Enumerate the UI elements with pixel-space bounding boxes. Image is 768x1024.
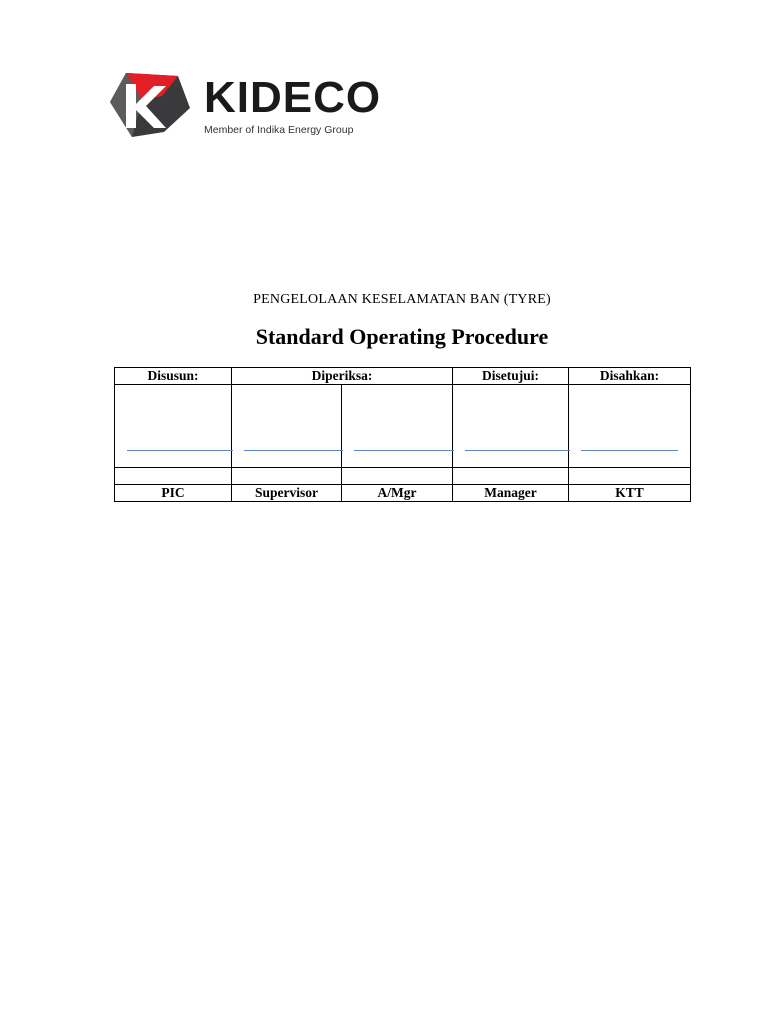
signature-line: [581, 450, 678, 451]
signature-cell-ktt: [569, 385, 691, 468]
role-ktt: KTT: [569, 485, 691, 502]
company-logo: [108, 70, 408, 140]
kideco-emblem-icon: [108, 70, 192, 140]
signature-line: [354, 450, 454, 451]
signature-cell-supervisor: [232, 385, 342, 468]
signature-line: [127, 450, 233, 451]
signature-line: [244, 450, 343, 451]
role-supervisor: Supervisor: [232, 485, 342, 502]
document-subtitle: PENGELOLAAN KESELAMATAN BAN (TYRE): [253, 292, 551, 307]
role-amgr: A/Mgr: [342, 485, 453, 502]
name-cell: [115, 468, 232, 485]
name-cell: [453, 468, 569, 485]
signature-cell-manager: [453, 385, 569, 468]
signature-cell-amgr: [342, 385, 453, 468]
logo-brand-text: KIDECO: [204, 73, 382, 122]
name-cell: [342, 468, 453, 485]
name-cell: [232, 468, 342, 485]
header-diperiksa: Diperiksa:: [232, 368, 453, 385]
role-row: [115, 485, 691, 502]
signature-line: [465, 450, 570, 451]
name-row: [115, 468, 691, 485]
document-title: Standard Operating Procedure: [255, 324, 549, 349]
logo-tagline: Member of Indika Energy Group: [204, 124, 354, 136]
signature-row: [115, 385, 691, 468]
approval-header-row: [115, 368, 691, 385]
name-cell: [569, 468, 691, 485]
header-disahkan: Disahkan:: [569, 368, 691, 385]
role-manager: Manager: [453, 485, 569, 502]
header-disetujui: Disetujui:: [453, 368, 569, 385]
role-pic: PIC: [115, 485, 232, 502]
approval-table: [114, 367, 691, 502]
signature-cell-pic: [115, 385, 232, 468]
header-disusun: Disusun:: [115, 368, 232, 385]
